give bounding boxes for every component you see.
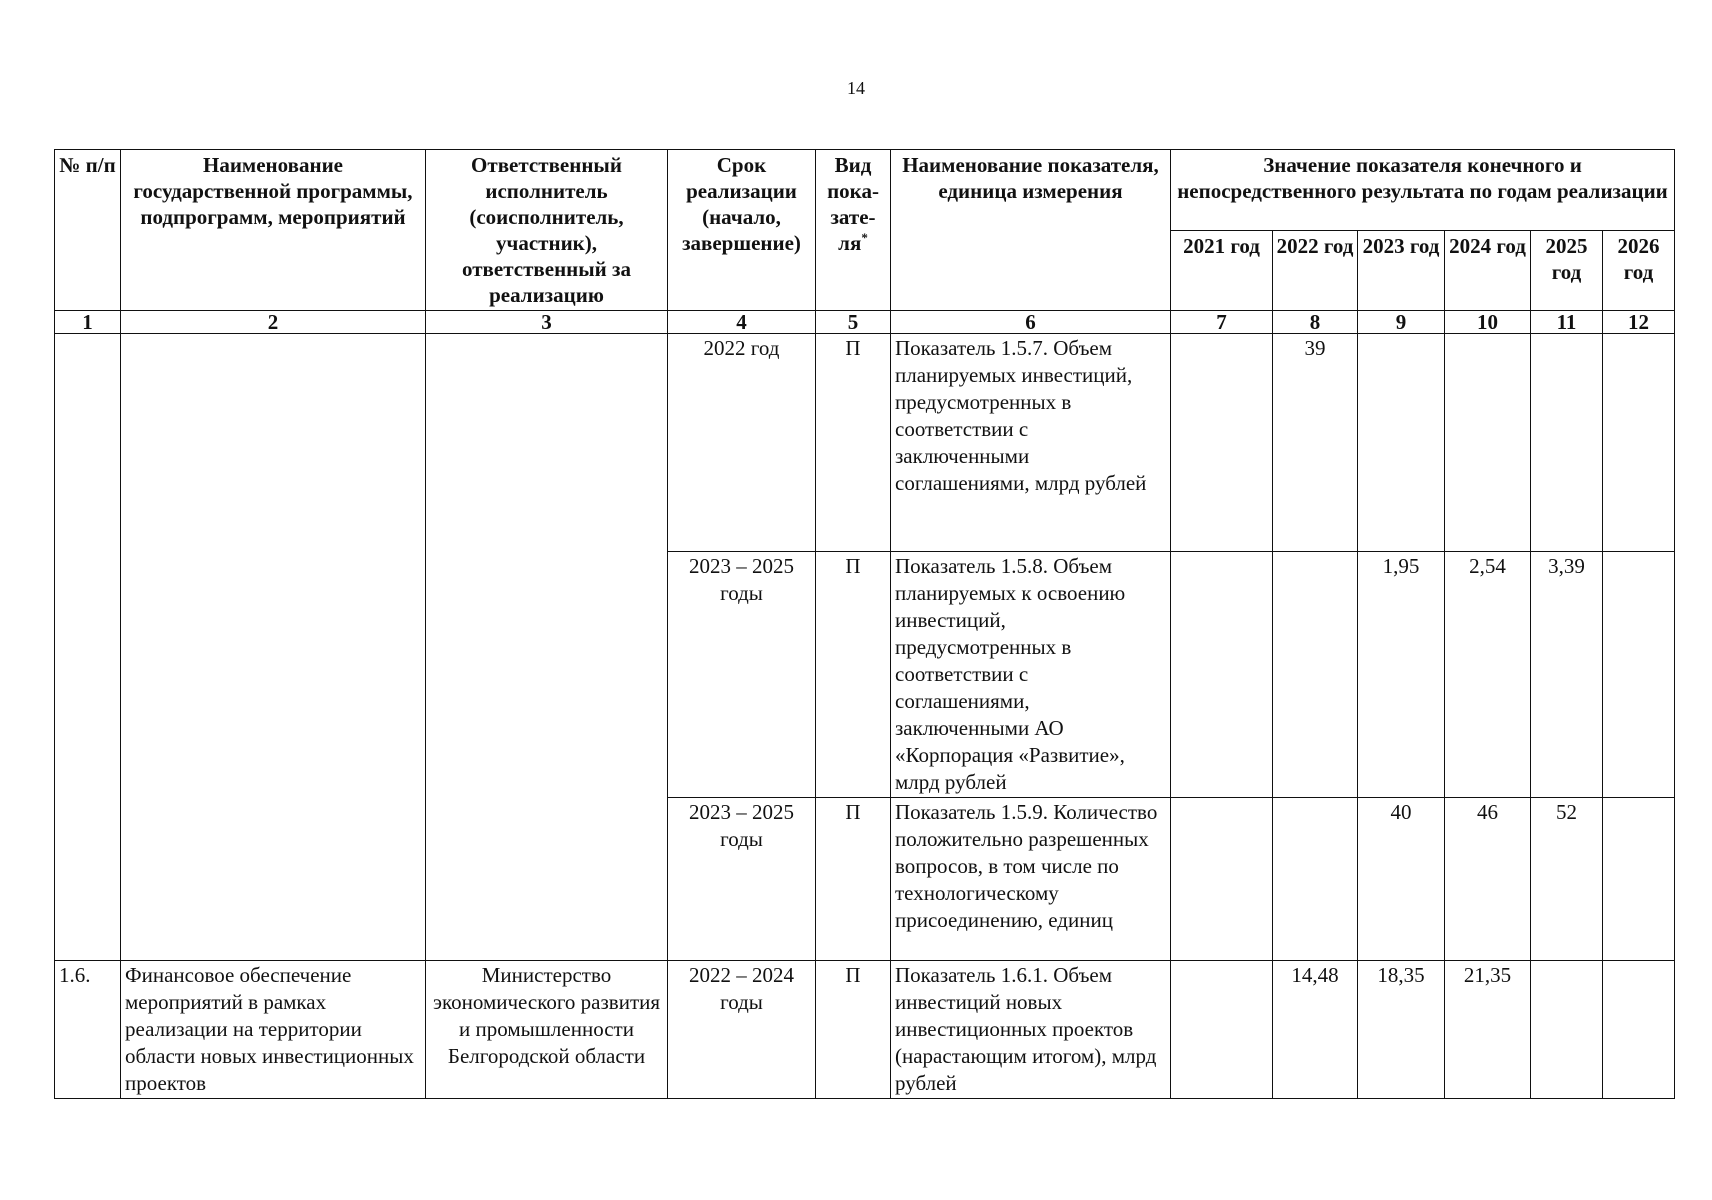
header-col-no: № п/п	[55, 150, 121, 311]
cell-value	[1603, 798, 1675, 961]
cell-type: П	[816, 961, 891, 1099]
header-year: 2022 год	[1273, 230, 1358, 311]
cell-value	[1171, 334, 1273, 552]
cell-indicator: Показатель 1.5.8. Объем планируемых к освоению инвестиций, предусмотренных в соответствии с соглашениями, заключенными АО «Корпорация «Развитие», млрд рублей	[891, 552, 1171, 798]
header-row	[55, 150, 1675, 231]
cell-value	[1445, 334, 1531, 552]
column-number: 6	[891, 311, 1171, 334]
cell-value: 18,35	[1358, 961, 1445, 1099]
cell-value	[1171, 798, 1273, 961]
column-number: 3	[426, 311, 668, 334]
cell-value: 1,95	[1358, 552, 1445, 798]
cell-value	[1531, 961, 1603, 1099]
column-number: 8	[1273, 311, 1358, 334]
column-number: 2	[121, 311, 426, 334]
empty-cell	[121, 334, 426, 961]
cell-term: 2023 – 2025 годы	[668, 552, 816, 798]
cell-value: 39	[1273, 334, 1358, 552]
cell-term: 2022 год	[668, 334, 816, 552]
table-row	[55, 334, 1675, 552]
empty-cell	[426, 334, 668, 961]
table-row	[55, 961, 1675, 1099]
header-year: 2023 год	[1358, 230, 1445, 311]
indicator-table	[54, 149, 1675, 1099]
cell-value	[1531, 334, 1603, 552]
cell-value	[1273, 552, 1358, 798]
page-number: 14	[847, 78, 865, 98]
cell-value	[1171, 552, 1273, 798]
cell-value	[1603, 334, 1675, 552]
empty-cell	[55, 334, 121, 961]
cell-term: 2023 – 2025 годы	[668, 798, 816, 961]
column-number: 9	[1358, 311, 1445, 334]
footnote-mark: *	[861, 230, 868, 245]
header-col-indicator: Наименование показателя, единица измерения	[891, 150, 1171, 311]
header-year: 2024 год	[1445, 230, 1531, 311]
cell-value	[1603, 552, 1675, 798]
cell-value	[1358, 334, 1445, 552]
column-number: 10	[1445, 311, 1531, 334]
cell-value	[1171, 961, 1273, 1099]
cell-type: П	[816, 334, 891, 552]
cell-row-number: 1.6.	[55, 961, 121, 1099]
header-col-type-label: Вид пока-зате-ля	[827, 153, 879, 255]
column-number: 12	[1603, 311, 1675, 334]
cell-value: 46	[1445, 798, 1531, 961]
cell-value: 2,54	[1445, 552, 1531, 798]
cell-indicator: Показатель 1.5.7. Объем планируемых инвестиций, предусмотренных в соответствии с заключенными соглашениями, млрд рублей	[891, 334, 1171, 552]
cell-type: П	[816, 552, 891, 798]
column-number: 11	[1531, 311, 1603, 334]
cell-type: П	[816, 798, 891, 961]
header-year: 2021 год	[1171, 230, 1273, 311]
header-year: 2025 год	[1531, 230, 1603, 311]
cell-value	[1603, 961, 1675, 1099]
header-col-executor: Ответственный исполнитель (соисполнитель, участник), ответственный за реализацию	[426, 150, 668, 311]
header-values-group: Значение показателя конечного и непосредственного результата по годам реализации	[1171, 150, 1675, 231]
cell-indicator: Показатель 1.6.1. Объем инвестиций новых инвестиционных проектов (нарастающим итогом), млрд рублей	[891, 961, 1171, 1099]
cell-value	[1273, 798, 1358, 961]
cell-value: 3,39	[1531, 552, 1603, 798]
cell-value: 14,48	[1273, 961, 1358, 1099]
column-number: 5	[816, 311, 891, 334]
cell-executor: Министерство экономического развития и промышленности Белгородской области	[426, 961, 668, 1099]
cell-value: 40	[1358, 798, 1445, 961]
cell-term: 2022 – 2024 годы	[668, 961, 816, 1099]
header-col-term: Срок реализации (начало, завершение)	[668, 150, 816, 311]
header-col-type	[816, 150, 891, 311]
column-numbers-row	[55, 311, 1675, 334]
header-col-name: Наименование государственной программы, подпрограмм, мероприятий	[121, 150, 426, 311]
cell-value: 21,35	[1445, 961, 1531, 1099]
column-number: 7	[1171, 311, 1273, 334]
header-year: 2026 год	[1603, 230, 1675, 311]
column-number: 1	[55, 311, 121, 334]
column-number: 4	[668, 311, 816, 334]
cell-indicator: Показатель 1.5.9. Количество положительно разрешенных вопросов, в том числе по технологическому присоединению, единиц	[891, 798, 1171, 961]
cell-program-name: Финансовое обеспечение мероприятий в рамках реализации на территории области новых инвестиционных проектов	[121, 961, 426, 1099]
cell-value: 52	[1531, 798, 1603, 961]
